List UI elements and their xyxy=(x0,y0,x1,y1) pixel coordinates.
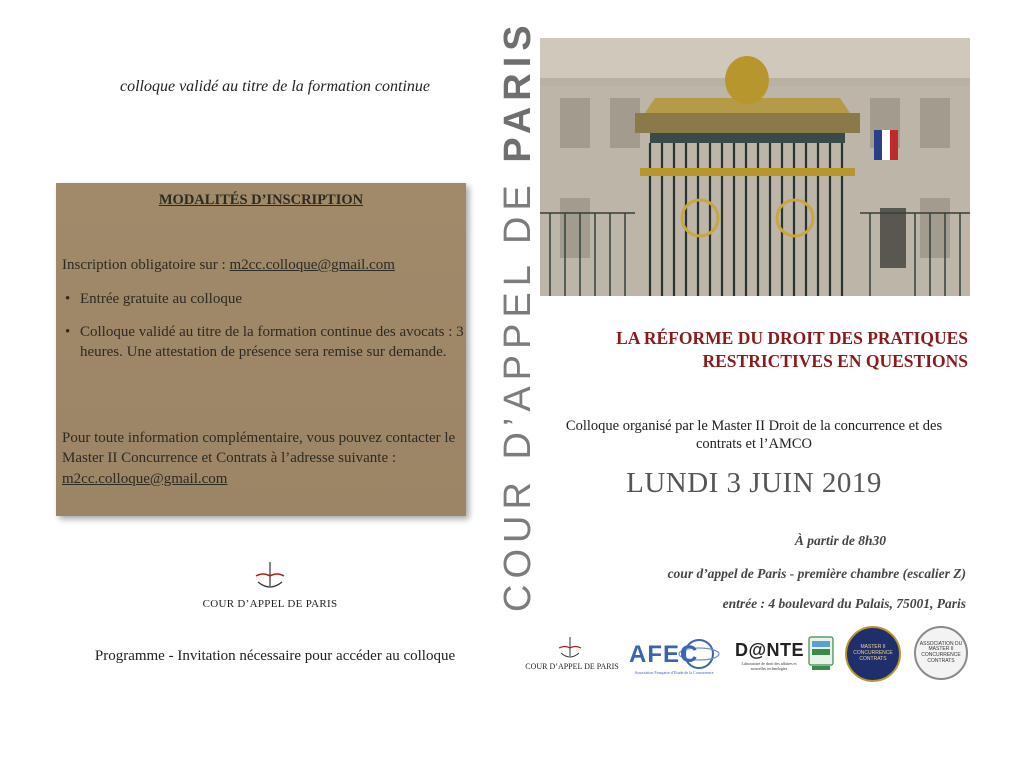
dante-subtitle: Laboratoire de droit des affaires et nouvelles technologies xyxy=(741,661,797,671)
registration-prefix: Inscription obligatoire sur : xyxy=(62,257,230,273)
programme-note: Programme - Invitation nécessaire pour accéder au colloque xyxy=(94,648,456,664)
court-emblem-icon xyxy=(250,560,290,594)
event-venue: cour d’appel de Paris - première chambre (escalier Z) xyxy=(667,566,966,581)
bullet-formation: • Colloque validé au titre de la formation continue des avocats : 3 heures. Une attestation de présence sera remise sur demande. xyxy=(62,322,475,363)
event-time: À partir de 8h30 xyxy=(794,533,886,548)
court-logo-label: COUR D’APPEL DE PARIS xyxy=(525,662,619,671)
formation-note: colloque validé au titre de la formation continue xyxy=(119,78,430,95)
contact-email-link[interactable]: m2cc.colloque@gmail.com xyxy=(62,470,228,487)
afec-text: AFEC xyxy=(629,641,699,668)
colloque-title xyxy=(540,327,968,373)
registration-email-link[interactable]: m2cc.colloque@gmail.com xyxy=(229,257,395,273)
organizer xyxy=(540,417,968,453)
university-emblem-icon xyxy=(808,635,834,675)
bullet-free-entry: • Entrée gratuite au colloque xyxy=(62,289,475,309)
association-badge: ASSOCIATION DU MASTER II CONCURRENCE CONTRATS xyxy=(914,626,968,680)
colloque-title-line1: LA RÉFORME DU DROIT DES PRATIQUES xyxy=(616,328,968,348)
organizer-line2: contrats et l’AMCO xyxy=(696,436,812,453)
dante-text: D@NTE xyxy=(735,640,805,660)
vertical-title-bold: PARIS xyxy=(497,19,539,163)
event-address: entrée : 4 boulevard du Palais, 75001, Paris xyxy=(722,596,966,611)
organizer-line1: Colloque organisé par le Master II Droit de la concurrence et des xyxy=(565,418,943,434)
colloque-title-line2: RESTRICTIVES EN QUESTIONS xyxy=(702,350,968,371)
vertical-title xyxy=(497,19,540,612)
registration-title: MODALITÉS D’INSCRIPTION xyxy=(158,192,364,208)
registration-line xyxy=(62,255,464,275)
afec-subtitle: Association Française d’Etude de la Concurrence xyxy=(634,670,714,675)
court-label: COUR D’APPEL DE PARIS xyxy=(202,598,338,610)
court-logo-icon xyxy=(555,636,585,662)
dante-logo xyxy=(735,640,803,680)
master-badge: MASTER II CONCURRENCE CONTRATS xyxy=(845,626,901,682)
afec-logo xyxy=(626,637,722,681)
contact-paragraph xyxy=(62,428,464,489)
contact-text: Pour toute information complémentaire, vous pouvez contacter le Master II Concurrence et Contrats à l’adresse suivante : xyxy=(62,430,456,467)
event-date: LUNDI 3 JUIN 2019 xyxy=(626,467,882,499)
palais-gate-photo xyxy=(540,38,970,296)
vertical-title-light: COUR D’APPEL DE xyxy=(497,162,539,612)
registration-box xyxy=(56,183,466,516)
